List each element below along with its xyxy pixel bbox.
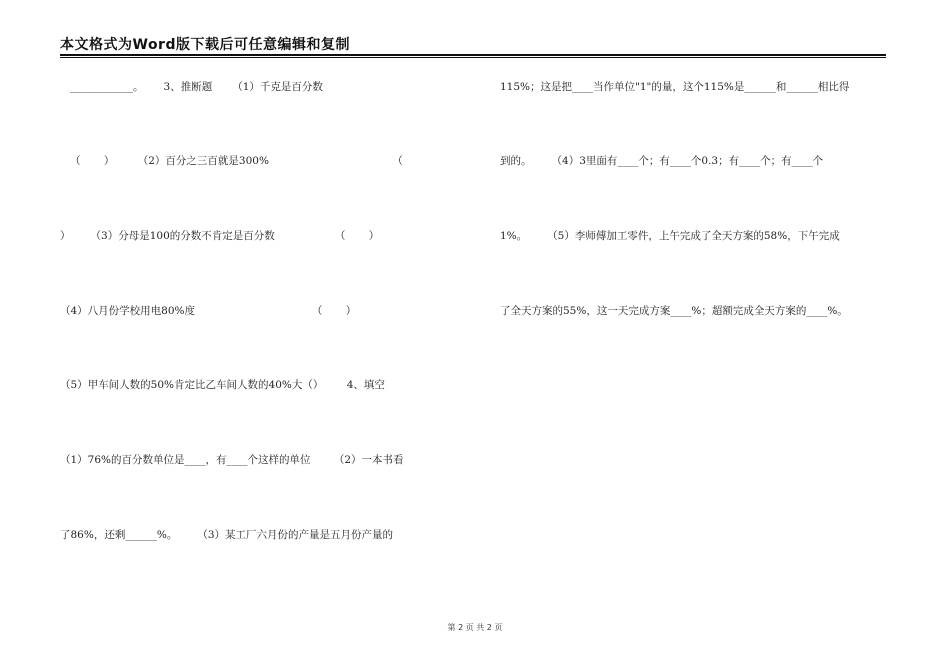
right-line-2: 到的。 （4）3里面有____个；有____个0.3；有____个；有____个 [500,155,824,167]
left-line-5: （5）甲车间人数的50%肯定比乙车间人数的40%大（） 4、填空 [60,379,385,391]
header-title: 本文格式为Word版下载后可任意编辑和复制 [60,37,350,53]
left-column [60,0,480,672]
left-line-2: （ ） （2）百分之三百就是300% （ [60,155,403,167]
right-column [500,0,920,672]
left-line-1: ____________。 3、推断题 （1）千克是百分数 [60,81,323,93]
left-line-6: （1）76%的百分数单位是____，有____个这样的单位 （2）一本书看 [60,454,404,466]
right-line-1: 115%；这是把____当作单位"1"的量，这个115%是______和______相比得 [500,81,850,93]
right-line-4: 了全天方案的55%，这一天完成方案____%；超额完成全天方案的____%。 [500,305,848,317]
left-line-7: 了86%，还剩______%。 （3）某工厂六月份的产量是五月份产量的 [60,529,394,541]
left-line-4: （4）八月份学校用电80%度 （ ） [60,305,357,317]
page-footer: 第 2 页 共 2 页 [447,623,503,632]
right-line-3: 1%。 （5）李师傅加工零件，上午完成了全天方案的58%，下午完成 [500,230,840,242]
left-line-3: ） （3）分母是100的分数不肯定是百分数 （ ） [60,230,380,242]
